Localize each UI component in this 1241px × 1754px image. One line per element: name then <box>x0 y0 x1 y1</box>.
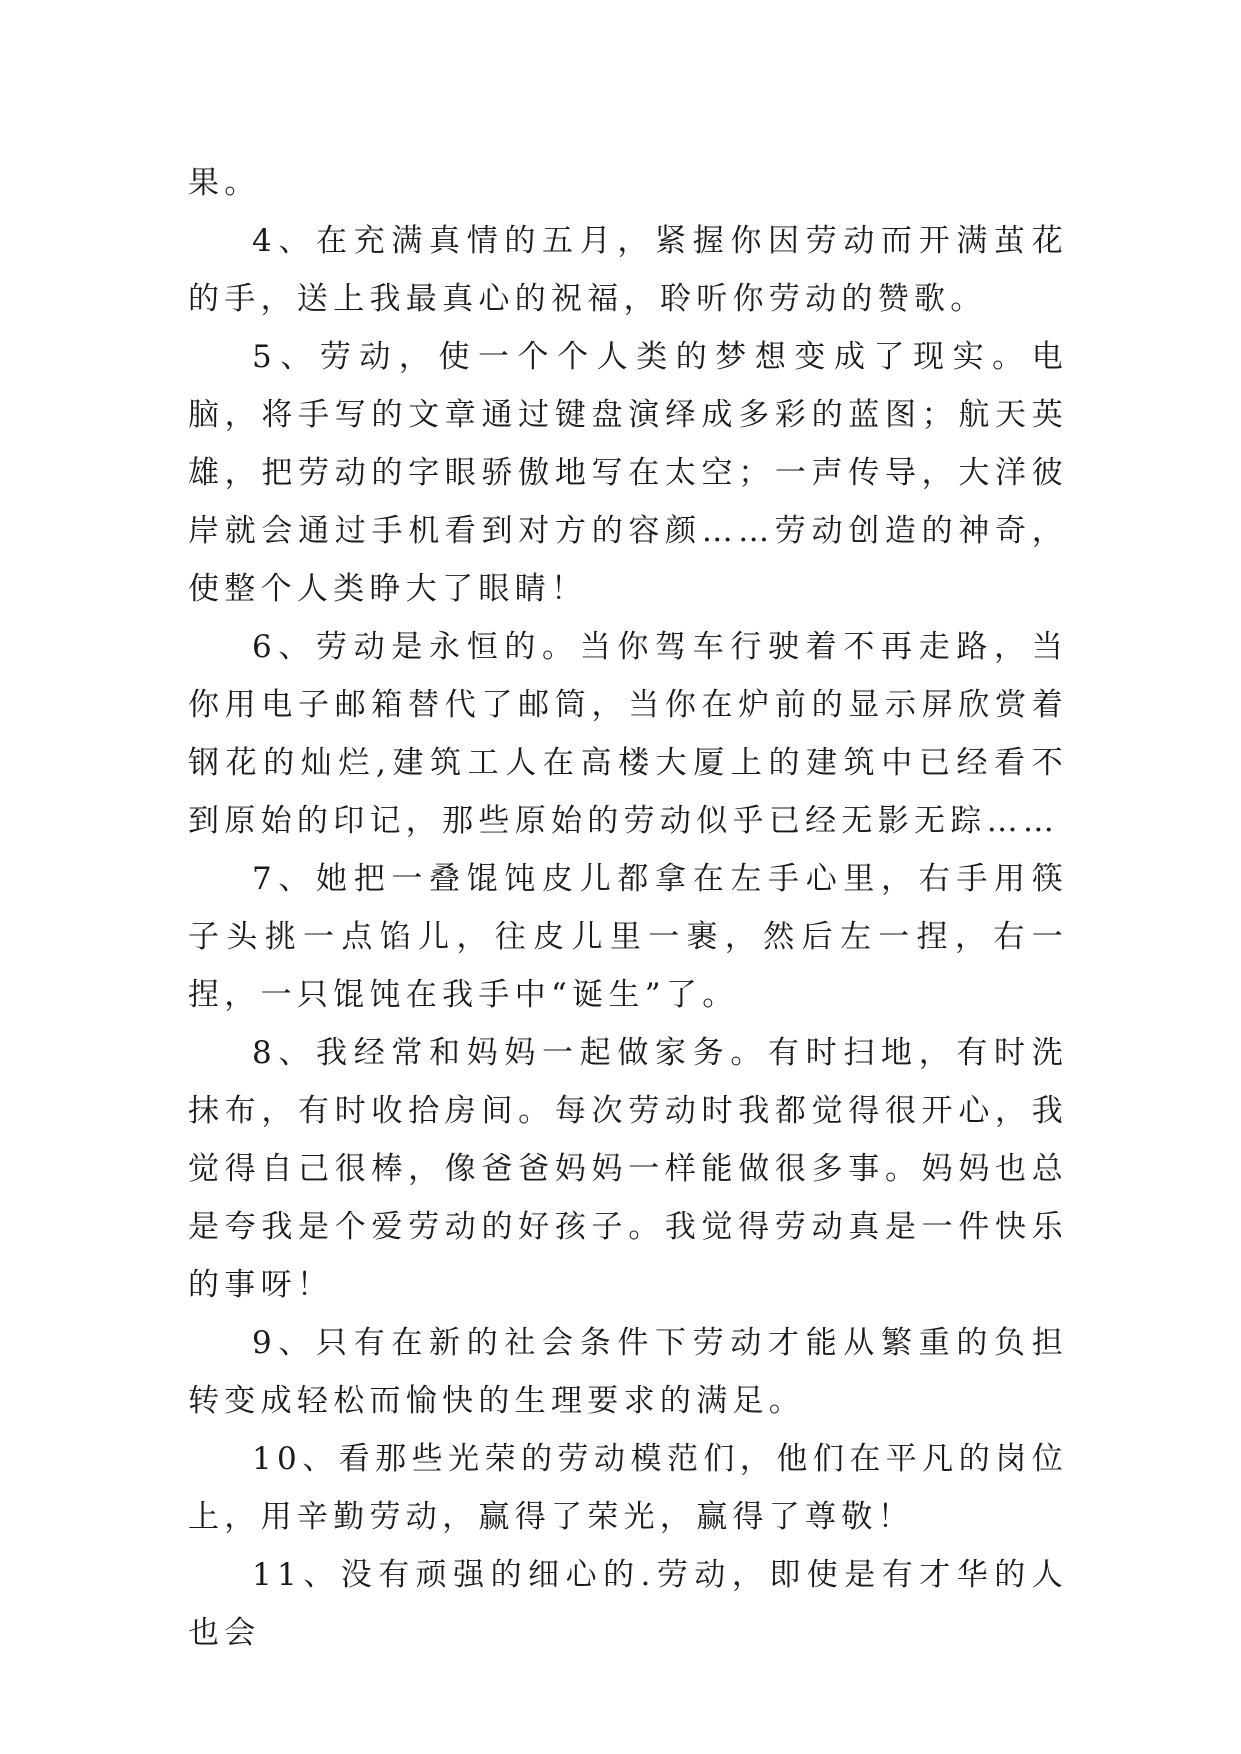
paragraph-5: 5、劳动，使一个个人类的梦想变成了现实。电脑，将手写的文章通过键盘演绎成多彩的蓝图；航天英雄，把劳动的字眼骄傲地写在太空；一声传导，大洋彼岸就会通过手机看到对方的容颜……劳动创造的神奇，使整个人类睁大了眼睛！ <box>188 339 1068 607</box>
paragraph-7: 7、她把一叠馄饨皮儿都拿在左手心里，右手用筷子头挑一点馅儿，往皮儿里一裹，然后左一捏，右一捏，一只馄饨在我手中“诞生”了。 <box>188 861 1068 1013</box>
paragraph-continuation: 果。 <box>188 165 261 201</box>
paragraph-6: 6、劳动是永恒的。当你驾车行驶着不再走路，当你用电子邮箱替代了邮筒，当你在炉前的显示屏欣赏着钢花的灿烂,建筑工人在高楼大厦上的建筑中已经看不到原始的印记，那些原始的劳动似乎已经无影无踪…… <box>188 629 1068 839</box>
paragraph-11: 11、没有顽强的细心的.劳动，即使是有才华的人也会 <box>188 1557 1068 1651</box>
paragraph-10: 10、看那些光荣的劳动模范们，他们在平凡的岗位上，用辛勤劳动，赢得了荣光，赢得了尊敬！ <box>188 1441 1068 1535</box>
paragraph-9: 9、只有在新的社会条件下劳动才能从繁重的负担转变成轻松而愉快的生理要求的满足。 <box>188 1325 1068 1419</box>
document-body <box>188 154 1068 1662</box>
paragraph-8: 8、我经常和妈妈一起做家务。有时扫地，有时洗抹布，有时收拾房间。每次劳动时我都觉得很开心，我觉得自己很棒，像爸爸妈妈一样能做很多事。妈妈也总是夸我是个爱劳动的好孩子。我觉得劳动真是一件快乐的事呀！ <box>188 1035 1068 1303</box>
paragraph-4: 4、在充满真情的五月，紧握你因劳动而开满茧花的手，送上我最真心的祝福，聆听你劳动的赞歌。 <box>188 223 1068 317</box>
